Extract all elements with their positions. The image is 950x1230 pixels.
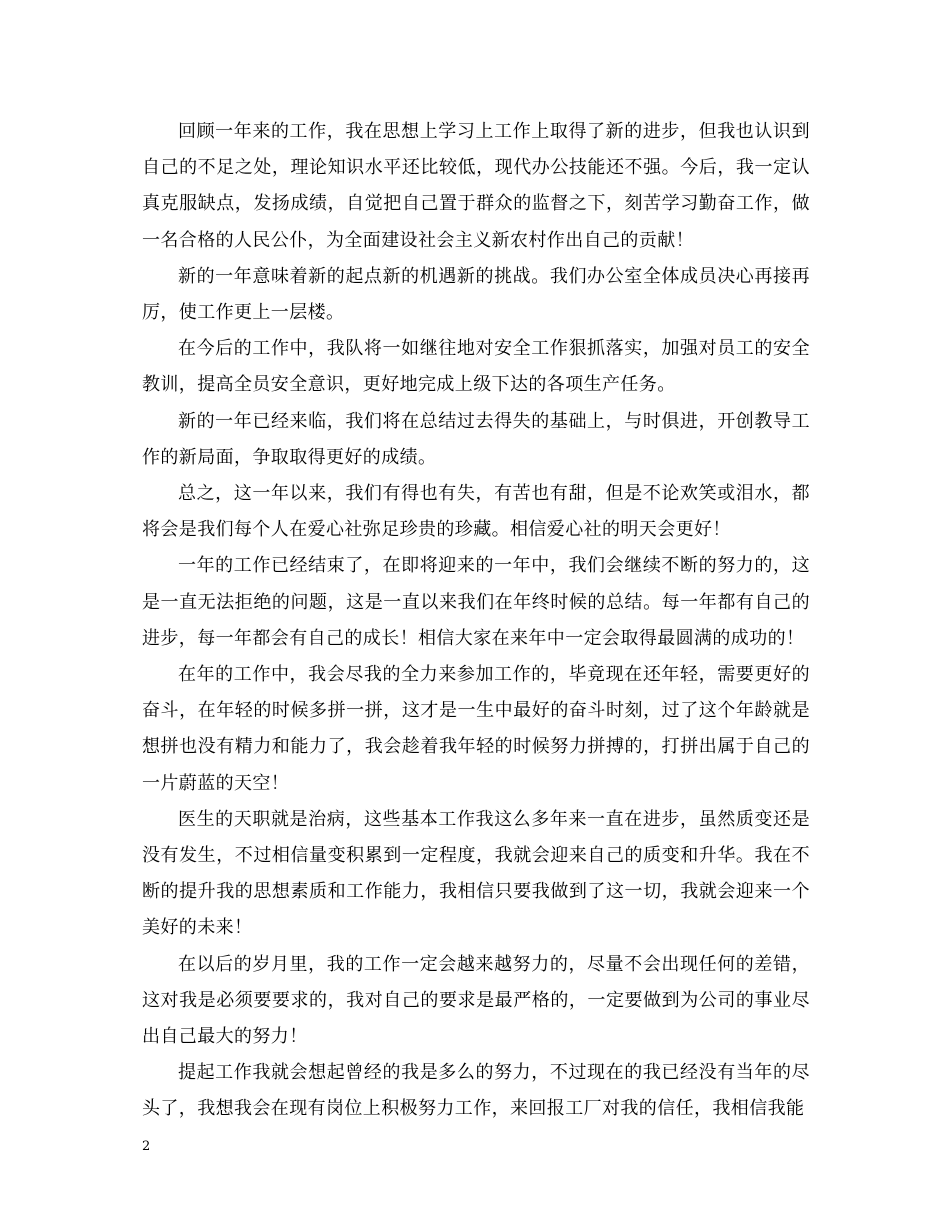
paragraph: 新的一年已经来临，我们将在总结过去得失的基础上，与时俱进，开创教导工作的新局面，争取取得更好的成绩。 [142, 410, 810, 468]
paragraph: 总之，这一年以来，我们有得也有失，有苦也有甜，但是不论欢笑或泪水，都将会是我们每个人在爱心社弥足珍贵的珍藏。相信爱心社的明天会更好！ [142, 483, 810, 541]
paragraph: 在以后的岁月里，我的工作一定会越来越努力的，尽量不会出现任何的差错，这对我是必须要要求的，我对自己的要求是最严格的，一定要做到为公司的事业尽出自己最大的努力！ [142, 953, 810, 1048]
paragraph: 在年的工作中，我会尽我的全力来参加工作的，毕竟现在还年轻，需要更好的奋斗，在年轻的时候多拼一拼，这才是一生中最好的奋斗时刻，过了这个年龄就是想拼也没有精力和能力了，我会趁着我年轻的时候努力拼搏的，打拼出属于自己的一片蔚蓝的天空！ [142, 664, 810, 794]
paragraph: 回顾一年来的工作，我在思想上学习上工作上取得了新的进步，但我也认识到自己的不足之处，理论知识水平还比较低，现代办公技能还不强。今后，我一定认真克服缺点，发扬成绩，自觉把自己置于群众的监督之下，刻苦学习勤奋工作，做一名合格的人民公仆，为全面建设社会主义新农村作出自己的贡献！ [142, 121, 810, 251]
paragraph: 在今后的工作中，我队将一如继往地对安全工作狠抓落实，加强对员工的安全教训，提高全员安全意识，更好地完成上级下达的各项生产任务。 [142, 338, 810, 396]
paragraph: 新的一年意味着新的起点新的机遇新的挑战。我们办公室全体成员决心再接再厉，使工作更上一层楼。 [142, 265, 810, 324]
page-number: 2 [142, 1139, 151, 1154]
paragraph: 提起工作我就会想起曾经的我是多么的努力，不过现在的我已经没有当年的尽头了，我想我会在现有岗位上积极努力工作，来回报工厂对我的信任，我相信我能 [142, 1062, 810, 1120]
paragraph: 医生的天职就是治病，这些基本工作我这么多年来一直在进步，虽然质变还是没有发生，不过相信量变积累到一定程度，我就会迎来自己的质变和升华。我在不断的提升我的思想素质和工作能力，我相信只要我做到了这一切，我就会迎来一个美好的未来！ [142, 808, 810, 939]
paragraph: 一年的工作已经结束了，在即将迎来的一年中，我们会继续不断的努力的，这是一直无法拒绝的问题，这是一直以来我们在年终时候的总结。每一年都有自己的进步，每一年都会有自己的成长！相信大家在来年中一定会取得最圆满的成功的！ [142, 555, 810, 649]
document-body [142, 114, 810, 1128]
